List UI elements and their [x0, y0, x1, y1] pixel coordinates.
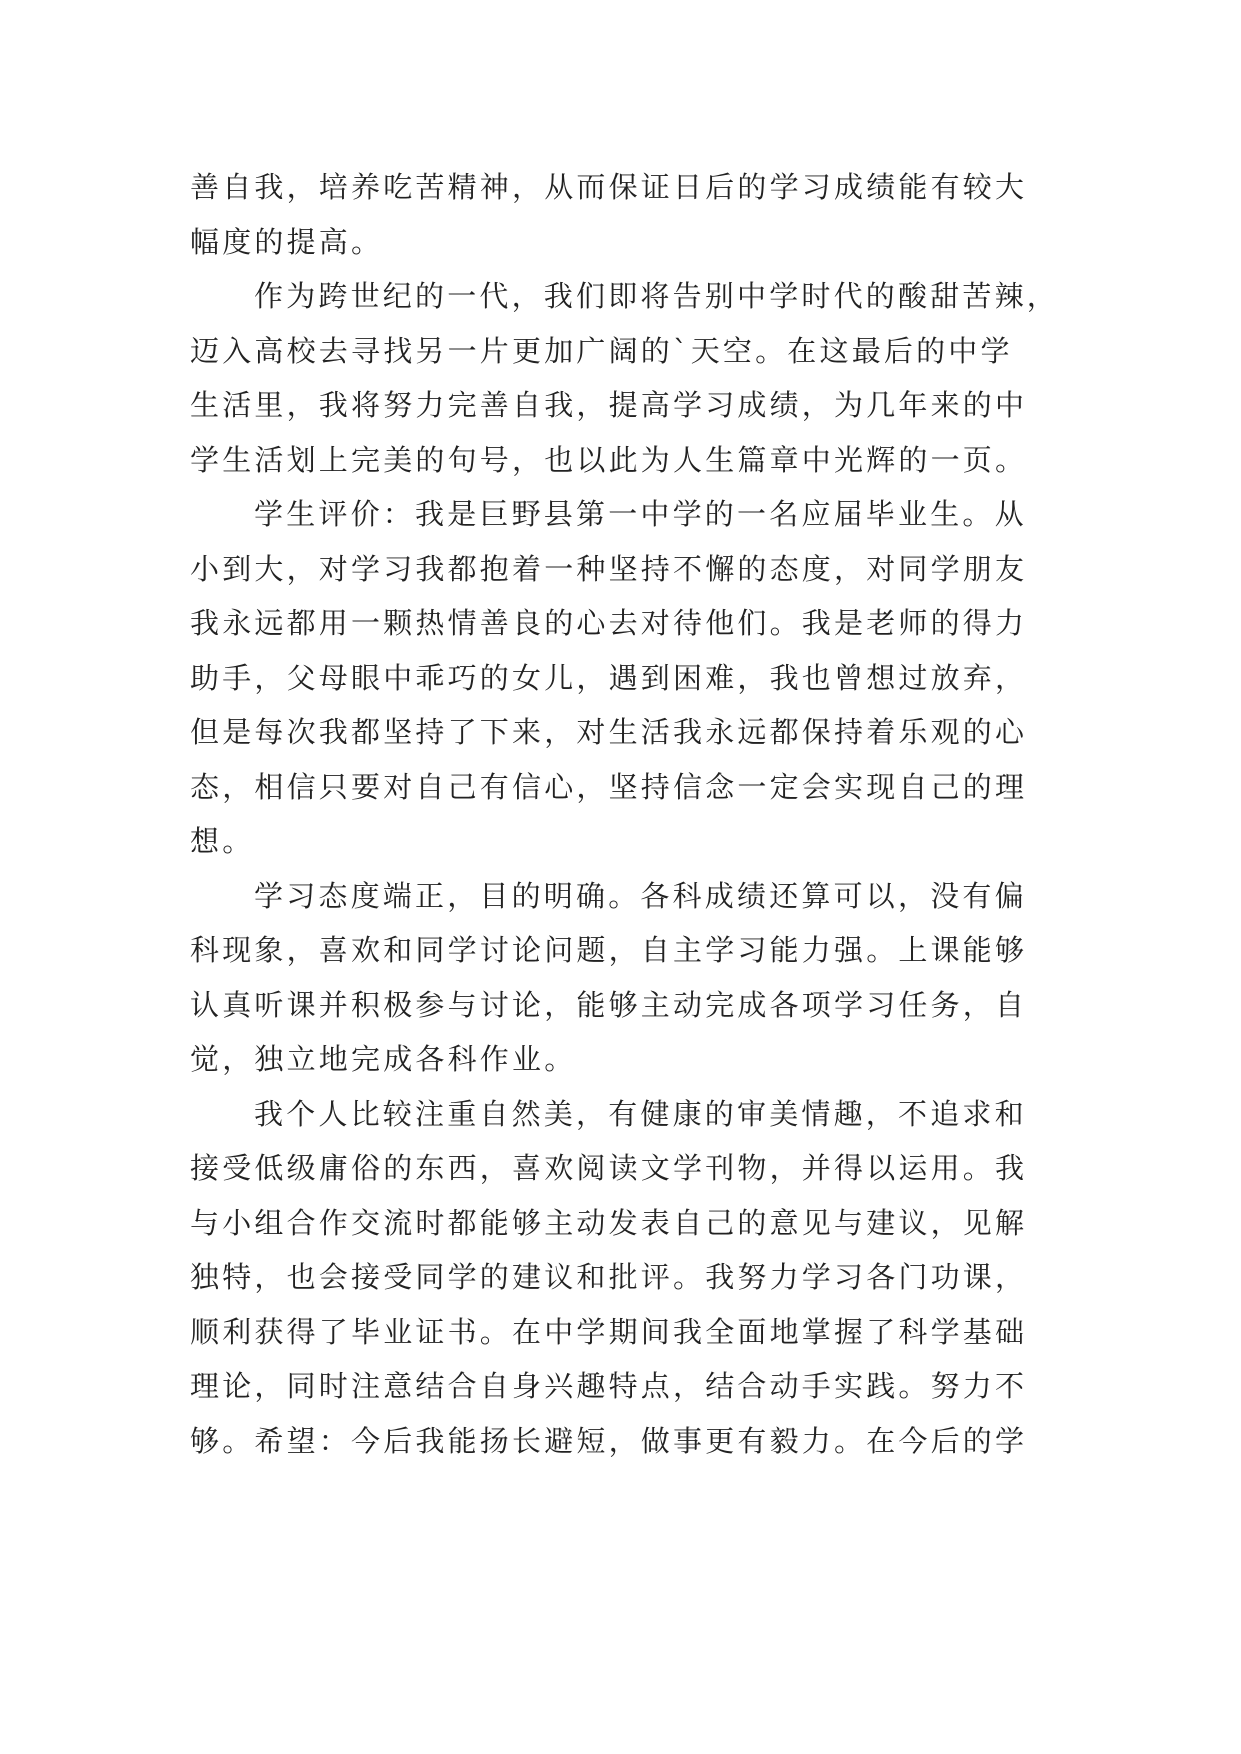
text-line: 接受低级庸俗的东西，喜欢阅读文学刊物，并得以运用。我 [190, 1151, 1028, 1185]
text-line: 但是每次我都坚持了下来，对生活我永远都保持着乐观的心 [190, 715, 1028, 749]
text-line: 助手，父母眼中乖巧的女儿，遇到困难，我也曾想过放弃， [190, 660, 1028, 695]
paragraph-start-line: 作为跨世纪的一代，我们即将告别中学时代的酸甜苦辣， [254, 279, 1060, 313]
text-line: 与小组合作交流时都能够主动发表自己的意见与建议，见解 [190, 1205, 1028, 1240]
paragraph-start-line: 学生评价：我是巨野县第一中学的一名应届毕业生。从 [254, 497, 1027, 531]
text-line: 顺利获得了毕业证书。在中学期间我全面地掌握了科学基础 [190, 1314, 1028, 1349]
text-line: 觉，独立地完成各科作业。 [190, 1042, 577, 1076]
text-line: 想。 [190, 824, 255, 858]
text-line: 善自我，培养吃苦精神，从而保证日后的学习成绩能有较大 [190, 170, 1028, 204]
text-line: 学生活划上完美的句号，也以此为人生篇章中光辉的一页。 [190, 442, 1028, 477]
text-line: 够。希望：今后我能扬长避短，做事更有毅力。在今后的学 [190, 1423, 1028, 1458]
text-line: 小到大，对学习我都抱着一种坚持不懈的态度，对同学朋友 [190, 551, 1028, 586]
text-line: 我永远都用一颗热情善良的心去对待他们。我是老师的得力 [190, 606, 1028, 640]
text-line: 幅度的提高。 [190, 224, 384, 259]
text-line: 理论，同时注意结合自身兴趣特点，结合动手实践。努力不 [190, 1369, 1028, 1403]
text-line: 生活里，我将努力完善自我，提高学习成绩，为几年来的中 [190, 388, 1028, 422]
paragraph-start-line: 我个人比较注重自然美，有健康的审美情趣，不追求和 [254, 1096, 1027, 1131]
text-line: 独特，也会接受同学的建议和批评。我努力学习各门功课， [190, 1260, 1028, 1294]
paragraph-start-line: 学习态度端正，目的明确。各科成绩还算可以，没有偏 [254, 878, 1027, 913]
text-line: 迈入高校去寻找另一片更加广阔的`天空。在这最后的中学 [190, 333, 1013, 368]
document-body [190, 160, 1060, 1468]
text-line: 科现象，喜欢和同学讨论问题，自主学习能力强。上课能够 [190, 933, 1028, 967]
text-line: 态，相信只要对自己有信心，坚持信念一定会实现自己的理 [190, 769, 1028, 804]
text-line: 认真听课并积极参与讨论，能够主动完成各项学习任务，自 [190, 987, 1028, 1022]
